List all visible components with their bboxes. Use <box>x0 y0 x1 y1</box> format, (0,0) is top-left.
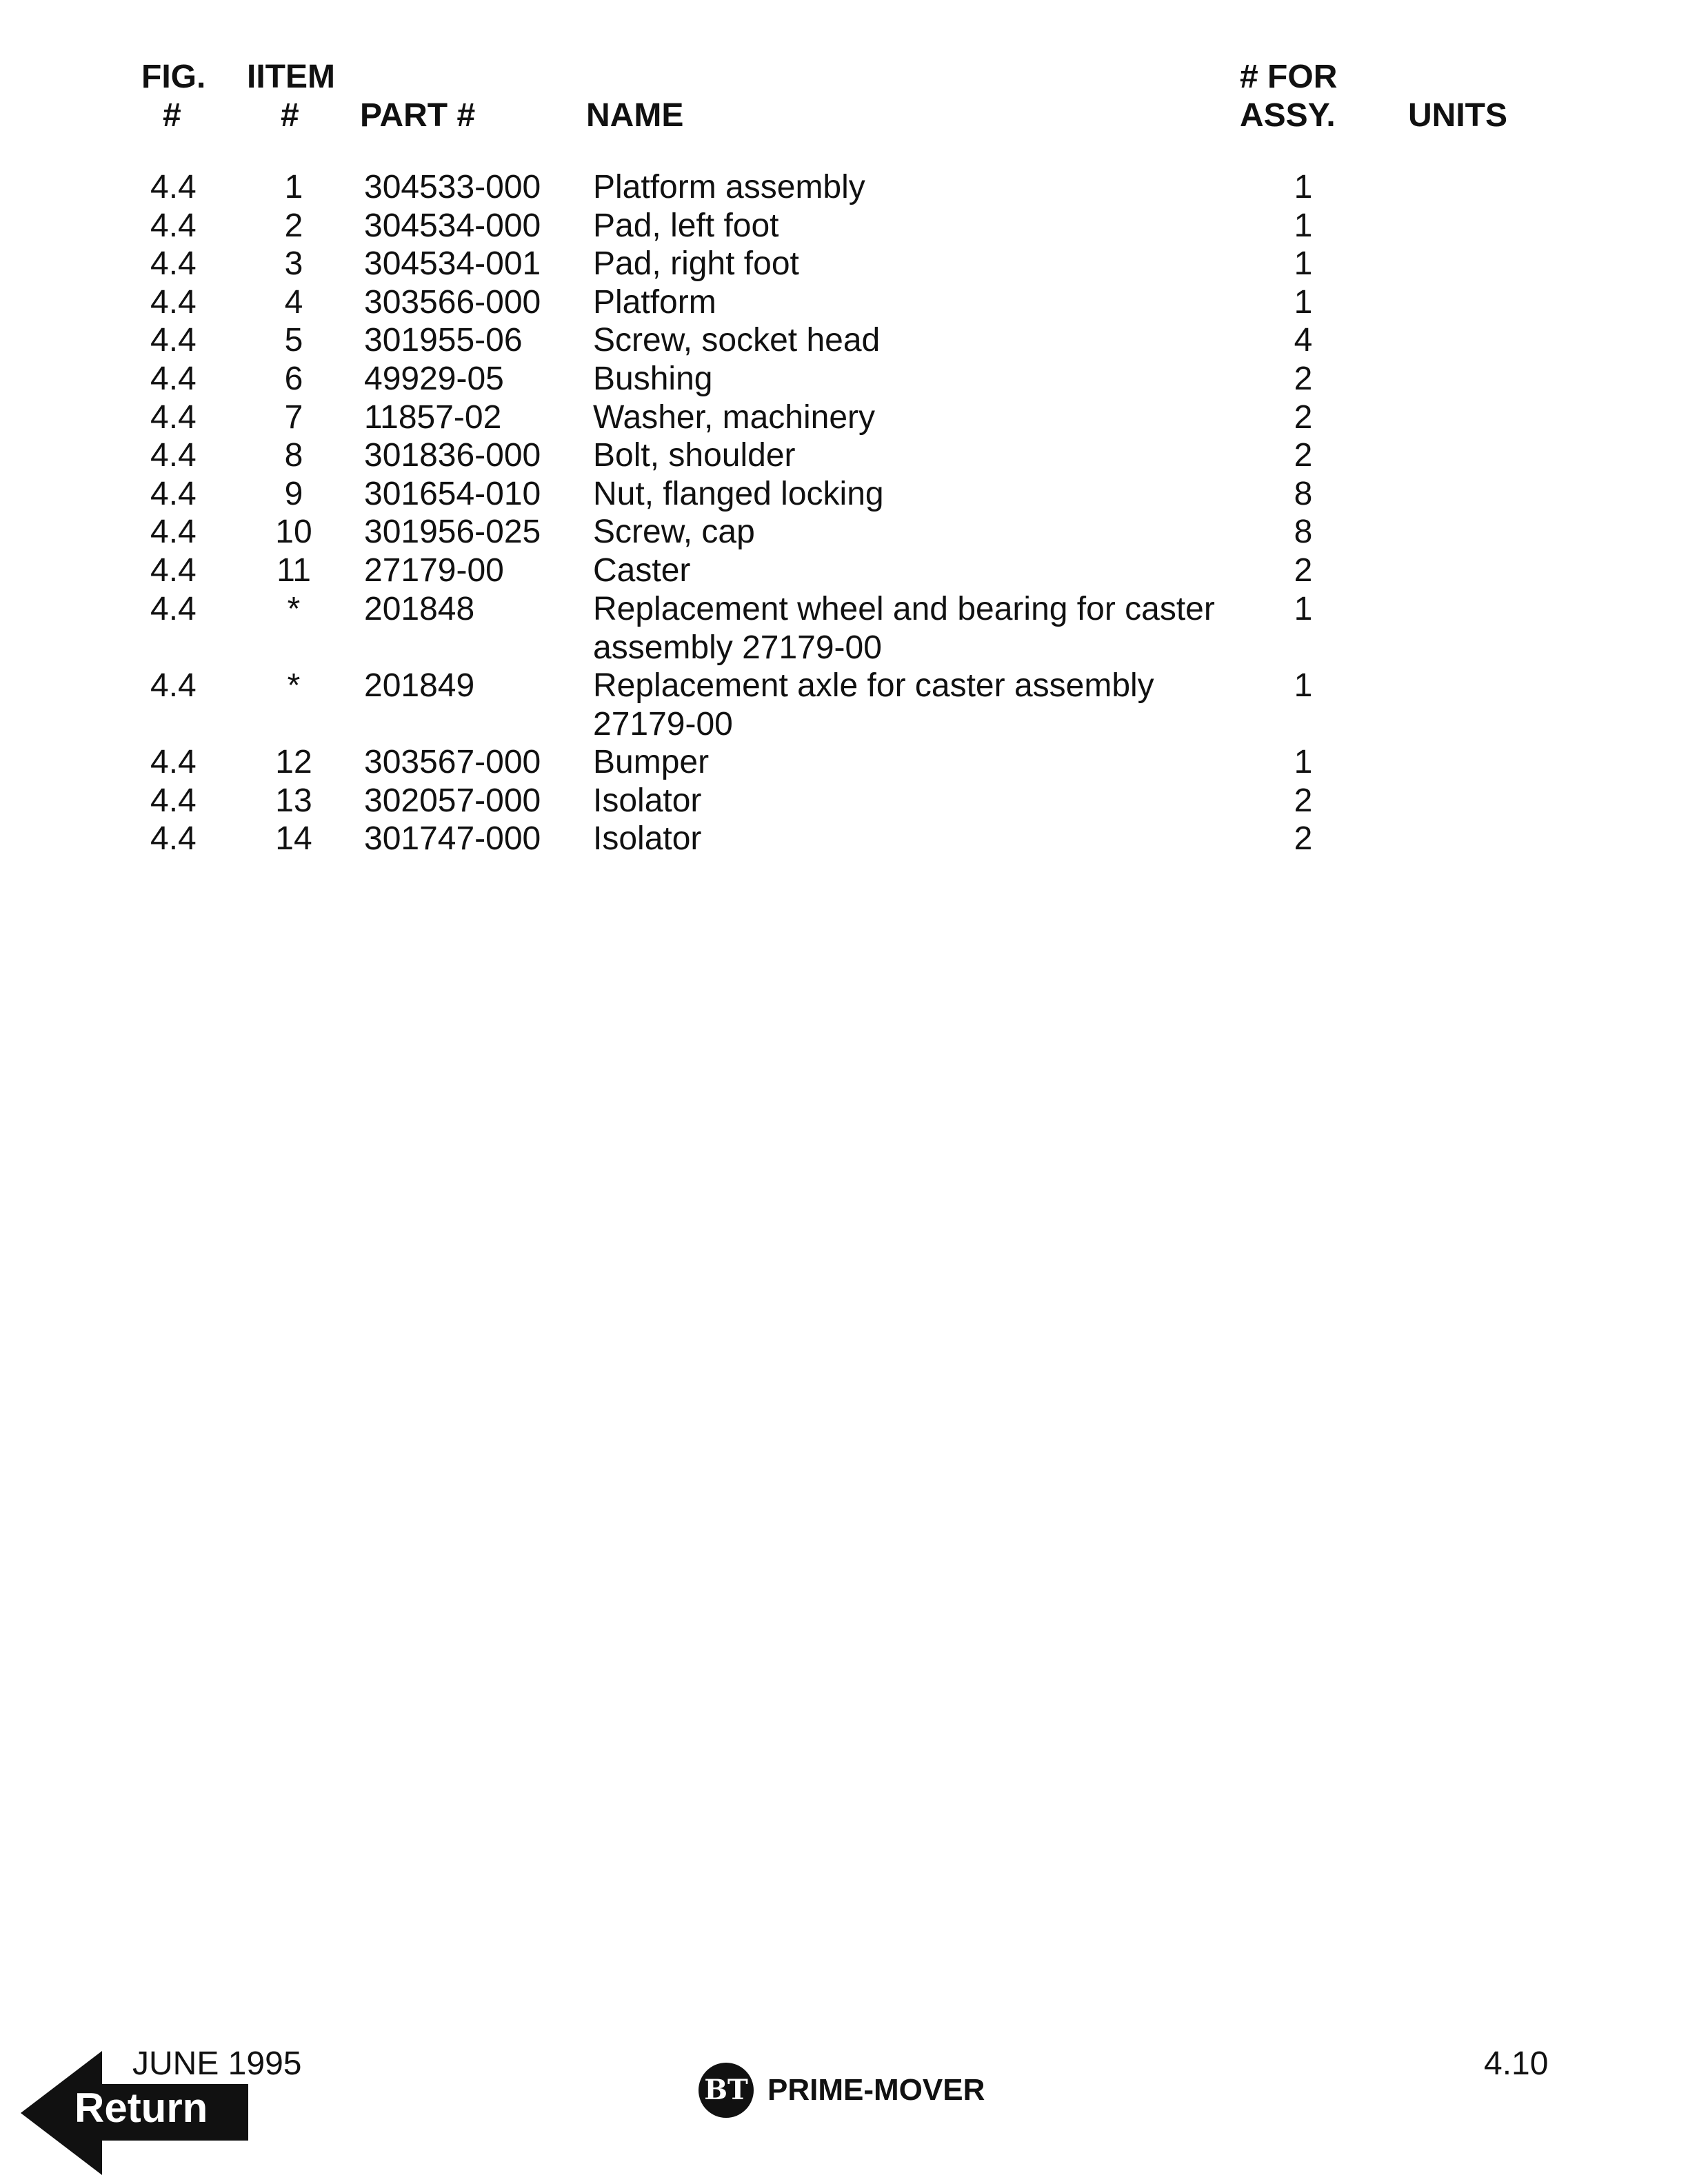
table-row <box>0 360 1688 398</box>
cell-fig: 4.4 <box>150 820 197 857</box>
cell-fig: 4.4 <box>150 169 197 205</box>
cell-qty: 2 <box>1294 782 1313 819</box>
cell-name: Isolator <box>593 782 702 819</box>
table-row <box>0 667 1688 743</box>
cell-name: Washer, machinery <box>593 399 876 436</box>
cell-item: 4 <box>284 284 303 321</box>
cell-qty: 2 <box>1294 552 1313 589</box>
cell-qty: 1 <box>1294 169 1313 205</box>
header-units: UNITS <box>1408 97 1507 134</box>
table-row <box>0 321 1688 360</box>
cell-item: 12 <box>275 744 312 780</box>
table-row <box>0 436 1688 475</box>
cell-part: 301836-000 <box>364 437 541 474</box>
header-item-line2: # <box>281 97 299 134</box>
cell-name: Replacement wheel and bearing for caster <box>593 591 1215 627</box>
cell-name: Caster <box>593 552 691 589</box>
table-row <box>0 475 1688 514</box>
cell-name: Isolator <box>593 820 702 857</box>
cell-item: 11 <box>277 552 311 589</box>
cell-name: Platform <box>593 284 716 321</box>
cell-qty: 1 <box>1294 245 1313 282</box>
cell-fig: 4.4 <box>150 361 197 397</box>
header-assy-line2: ASSY. <box>1240 97 1336 134</box>
cell-name: Screw, socket head <box>593 322 881 358</box>
cell-fig: 4.4 <box>150 591 197 627</box>
cell-qty: 1 <box>1294 208 1313 244</box>
cell-fig: 4.4 <box>150 284 197 321</box>
cell-part: 49929-05 <box>364 361 504 397</box>
cell-name: Pad, right foot <box>593 245 799 282</box>
cell-fig: 4.4 <box>150 245 197 282</box>
cell-item: 6 <box>284 361 303 397</box>
cell-part: 301955-06 <box>364 322 523 358</box>
cell-qty: 8 <box>1294 476 1313 512</box>
cell-part: 301747-000 <box>364 820 541 857</box>
cell-item: 5 <box>284 322 303 358</box>
cell-fig: 4.4 <box>150 437 197 474</box>
cell-item: 14 <box>275 820 312 857</box>
cell-fig: 4.4 <box>150 514 197 550</box>
cell-qty: 1 <box>1294 591 1313 627</box>
cell-name: Replacement axle for caster assembly <box>593 667 1154 704</box>
cell-item: 1 <box>284 169 303 205</box>
table-row <box>0 590 1688 667</box>
cell-name: assembly 27179-00 <box>593 629 882 666</box>
cell-part: 302057-000 <box>364 782 541 819</box>
table-row <box>0 782 1688 820</box>
cell-item: * <box>287 667 301 704</box>
bt-logo-icon: BT <box>699 2063 754 2118</box>
header-fig-line2: # <box>163 97 181 134</box>
return-button[interactable] <box>21 2051 255 2175</box>
cell-fig: 4.4 <box>150 208 197 244</box>
footer-date: JUNE 1995 <box>132 2045 302 2082</box>
cell-part: 27179-00 <box>364 552 504 589</box>
table-row <box>0 207 1688 245</box>
cell-item: 10 <box>275 514 312 550</box>
table-row <box>0 513 1688 552</box>
cell-name: Bumper <box>593 744 710 780</box>
cell-part: 303566-000 <box>364 284 541 321</box>
cell-fig: 4.4 <box>150 744 197 780</box>
cell-fig: 4.4 <box>150 552 197 589</box>
header-name: NAME <box>586 97 684 134</box>
header-fig-line1: FIG. <box>141 59 206 95</box>
cell-part: 304534-001 <box>364 245 541 282</box>
cell-part: 304533-000 <box>364 169 541 205</box>
table-row <box>0 168 1688 207</box>
header-item-line1: IITEM <box>247 59 335 95</box>
cell-part: 201849 <box>364 667 475 704</box>
cell-name: 27179-00 <box>593 706 733 742</box>
cell-name: Screw, cap <box>593 514 755 550</box>
table-row <box>0 245 1688 283</box>
cell-qty: 8 <box>1294 514 1313 550</box>
cell-item: 2 <box>284 208 303 244</box>
cell-fig: 4.4 <box>150 399 197 436</box>
return-label: Return <box>74 2085 208 2131</box>
table-row <box>0 743 1688 782</box>
cell-part: 304534-000 <box>364 208 541 244</box>
cell-qty: 2 <box>1294 820 1313 857</box>
cell-name: Pad, left foot <box>593 208 779 244</box>
header-part: PART # <box>360 97 476 134</box>
cell-item: 8 <box>284 437 303 474</box>
cell-name: Bolt, shoulder <box>593 437 796 474</box>
cell-name: Platform assembly <box>593 169 865 205</box>
logo-text: PRIME-MOVER <box>767 2073 985 2107</box>
cell-part: 11857-02 <box>364 399 502 436</box>
cell-part: 303567-000 <box>364 744 541 780</box>
cell-qty: 2 <box>1294 361 1313 397</box>
cell-qty: 4 <box>1294 322 1313 358</box>
cell-qty: 1 <box>1294 667 1313 704</box>
table-row <box>0 398 1688 437</box>
cell-part: 301654-010 <box>364 476 541 512</box>
cell-name: Bushing <box>593 361 713 397</box>
page-number: 4.10 <box>1484 2045 1549 2082</box>
table-row <box>0 552 1688 590</box>
header-assy-line1: # FOR <box>1240 59 1338 95</box>
cell-item: 9 <box>284 476 303 512</box>
cell-fig: 4.4 <box>150 782 197 819</box>
table-row <box>0 283 1688 322</box>
cell-qty: 1 <box>1294 284 1313 321</box>
cell-item: 7 <box>284 399 303 436</box>
cell-fig: 4.4 <box>150 322 197 358</box>
cell-fig: 4.4 <box>150 667 197 704</box>
cell-qty: 2 <box>1294 437 1313 474</box>
cell-item: * <box>287 591 301 627</box>
cell-item: 3 <box>284 245 303 282</box>
cell-qty: 2 <box>1294 399 1313 436</box>
cell-part: 301956-025 <box>364 514 541 550</box>
cell-item: 13 <box>275 782 312 819</box>
cell-qty: 1 <box>1294 744 1313 780</box>
cell-part: 201848 <box>364 591 475 627</box>
cell-fig: 4.4 <box>150 476 197 512</box>
table-row <box>0 820 1688 858</box>
cell-name: Nut, flanged locking <box>593 476 884 512</box>
